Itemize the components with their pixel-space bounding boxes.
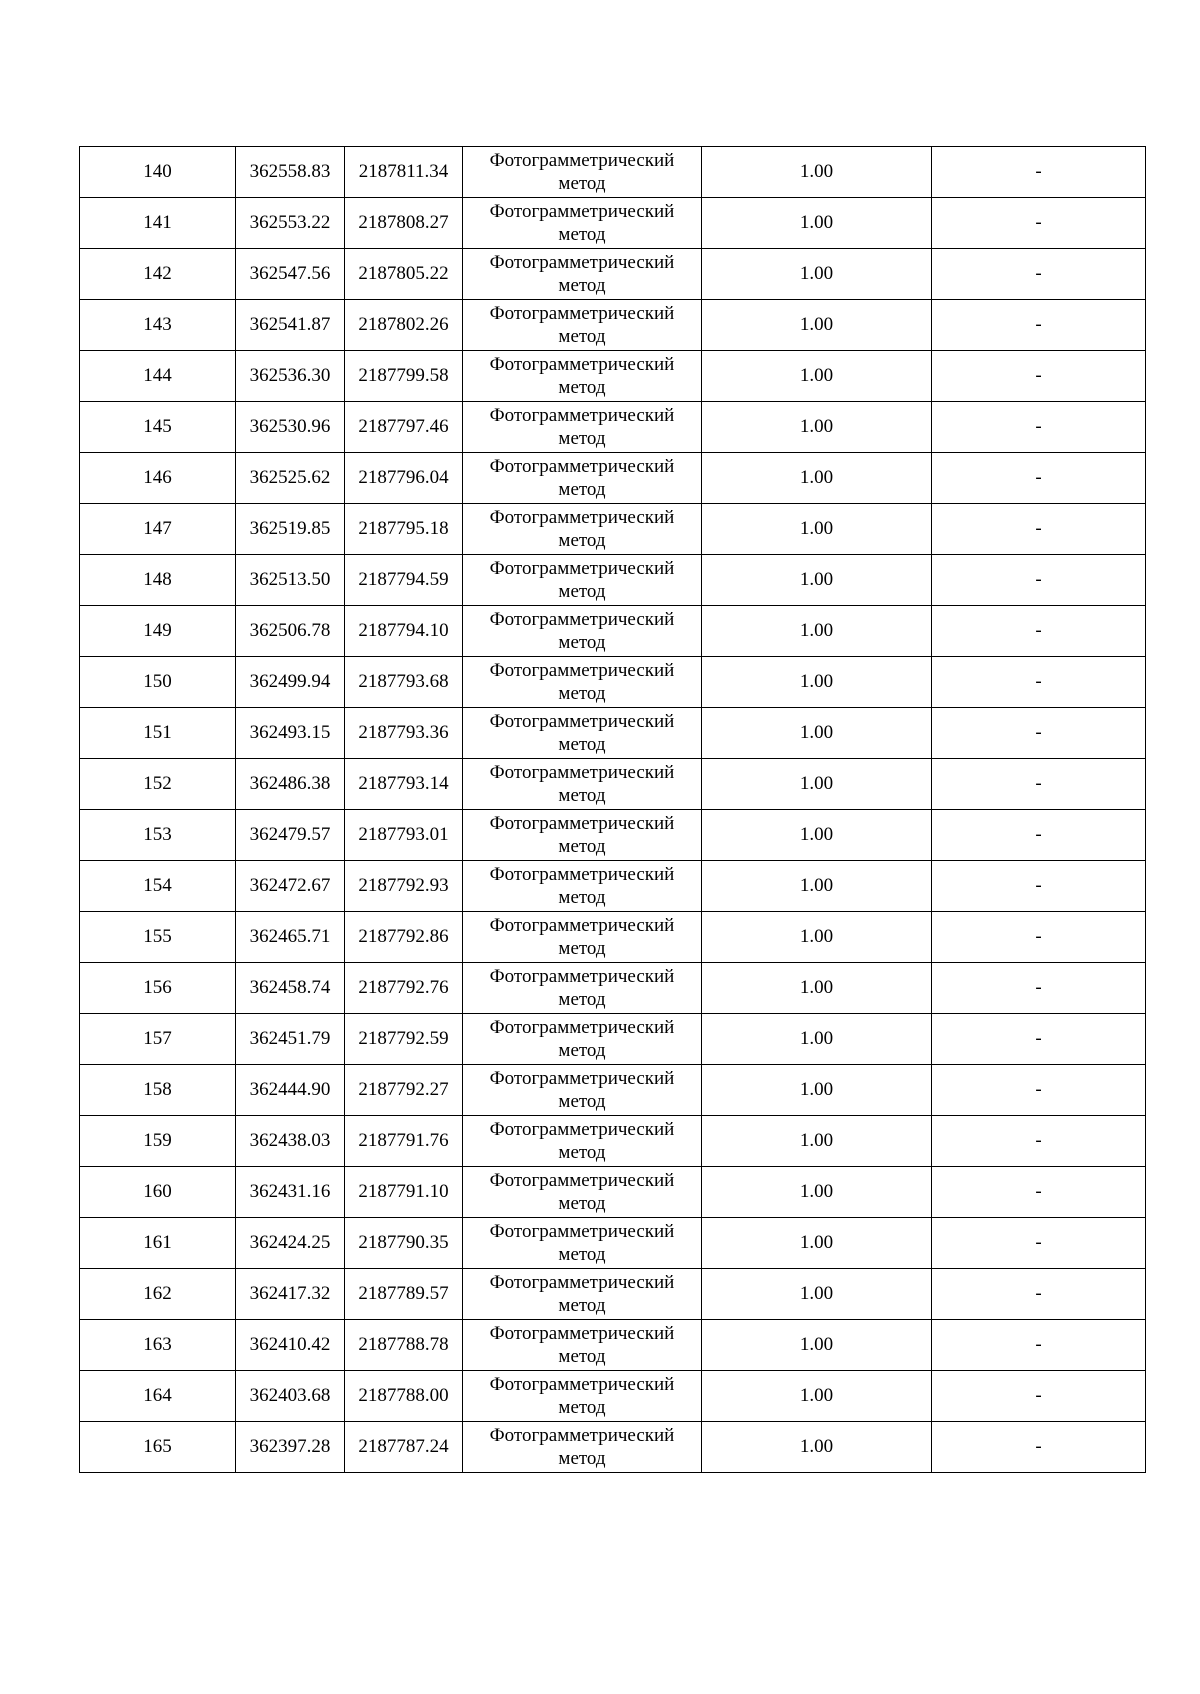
- accuracy-cell: 1.00: [702, 402, 932, 453]
- method-line-1: Фотограмметрический: [489, 813, 675, 834]
- accuracy-cell: 1.00: [702, 1218, 932, 1269]
- point-number-cell: 144: [80, 351, 236, 402]
- note-cell: -: [932, 300, 1146, 351]
- table-row: [80, 300, 1146, 351]
- y-coordinate-cell: 2187795.18: [345, 504, 463, 555]
- method-line-1: Фотограмметрический: [489, 1425, 675, 1446]
- method-line-1: Фотограмметрический: [489, 1119, 675, 1140]
- note-cell: -: [932, 657, 1146, 708]
- accuracy-cell: 1.00: [702, 198, 932, 249]
- accuracy-cell: 1.00: [702, 453, 932, 504]
- method-line-2: метод: [558, 836, 606, 857]
- x-coordinate-cell: 362472.67: [236, 861, 345, 912]
- method-line-1: Фотограмметрический: [489, 1272, 675, 1293]
- accuracy-cell: 1.00: [702, 1320, 932, 1371]
- method-line-2: метод: [558, 989, 606, 1010]
- point-number-cell: 140: [80, 147, 236, 198]
- method-cell: [463, 1167, 702, 1218]
- note-cell: -: [932, 555, 1146, 606]
- accuracy-cell: 1.00: [702, 147, 932, 198]
- note-cell: -: [932, 1269, 1146, 1320]
- x-coordinate-cell: 362486.38: [236, 759, 345, 810]
- accuracy-cell: 1.00: [702, 1116, 932, 1167]
- point-number-cell: 148: [80, 555, 236, 606]
- method-line-1: Фотограмметрический: [489, 915, 675, 936]
- point-number-cell: 163: [80, 1320, 236, 1371]
- method-cell: [463, 504, 702, 555]
- accuracy-cell: 1.00: [702, 1269, 932, 1320]
- method-cell: [463, 606, 702, 657]
- method-line-1: Фотограмметрический: [489, 609, 675, 630]
- point-number-cell: 165: [80, 1422, 236, 1473]
- y-coordinate-cell: 2187792.27: [345, 1065, 463, 1116]
- method-line-1: Фотограмметрический: [489, 660, 675, 681]
- method-line-2: метод: [558, 1295, 606, 1316]
- x-coordinate-cell: 362547.56: [236, 249, 345, 300]
- method-line-2: метод: [558, 1091, 606, 1112]
- method-cell: [463, 759, 702, 810]
- method-line-1: Фотограмметрический: [489, 1017, 675, 1038]
- method-cell: [463, 1320, 702, 1371]
- method-line-2: метод: [558, 1244, 606, 1265]
- method-line-1: Фотограмметрический: [489, 558, 675, 579]
- y-coordinate-cell: 2187799.58: [345, 351, 463, 402]
- method-line-2: метод: [558, 224, 606, 245]
- point-number-cell: 149: [80, 606, 236, 657]
- method-line-1: Фотограмметрический: [489, 303, 675, 324]
- x-coordinate-cell: 362513.50: [236, 555, 345, 606]
- accuracy-cell: 1.00: [702, 912, 932, 963]
- note-cell: -: [932, 504, 1146, 555]
- point-number-cell: 146: [80, 453, 236, 504]
- method-cell: [463, 657, 702, 708]
- accuracy-cell: 1.00: [702, 504, 932, 555]
- table-row: [80, 1065, 1146, 1116]
- point-number-cell: 147: [80, 504, 236, 555]
- method-line-1: Фотограмметрический: [489, 201, 675, 222]
- point-number-cell: 153: [80, 810, 236, 861]
- method-line-1: Фотограмметрический: [489, 354, 675, 375]
- method-line-1: Фотограмметрический: [489, 507, 675, 528]
- table-row: [80, 810, 1146, 861]
- method-cell: [463, 147, 702, 198]
- method-line-2: метод: [558, 1193, 606, 1214]
- table-row: [80, 861, 1146, 912]
- x-coordinate-cell: 362506.78: [236, 606, 345, 657]
- table-row: [80, 351, 1146, 402]
- x-coordinate-cell: 362553.22: [236, 198, 345, 249]
- table-row: [80, 1167, 1146, 1218]
- table-row: [80, 402, 1146, 453]
- accuracy-cell: 1.00: [702, 963, 932, 1014]
- method-line-2: метод: [558, 1346, 606, 1367]
- x-coordinate-cell: 362519.85: [236, 504, 345, 555]
- y-coordinate-cell: 2187793.68: [345, 657, 463, 708]
- accuracy-cell: 1.00: [702, 300, 932, 351]
- y-coordinate-cell: 2187793.36: [345, 708, 463, 759]
- method-cell: [463, 555, 702, 606]
- table-row: [80, 249, 1146, 300]
- method-line-1: Фотограмметрический: [489, 1374, 675, 1395]
- x-coordinate-cell: 362541.87: [236, 300, 345, 351]
- point-number-cell: 162: [80, 1269, 236, 1320]
- method-cell: [463, 708, 702, 759]
- method-cell: [463, 1116, 702, 1167]
- y-coordinate-cell: 2187792.86: [345, 912, 463, 963]
- method-line-1: Фотограмметрический: [489, 1221, 675, 1242]
- y-coordinate-cell: 2187797.46: [345, 402, 463, 453]
- point-number-cell: 154: [80, 861, 236, 912]
- point-number-cell: 159: [80, 1116, 236, 1167]
- table-row: [80, 453, 1146, 504]
- method-cell: [463, 351, 702, 402]
- y-coordinate-cell: 2187808.27: [345, 198, 463, 249]
- accuracy-cell: 1.00: [702, 1422, 932, 1473]
- table-row: [80, 504, 1146, 555]
- x-coordinate-cell: 362397.28: [236, 1422, 345, 1473]
- x-coordinate-cell: 362438.03: [236, 1116, 345, 1167]
- note-cell: -: [932, 861, 1146, 912]
- accuracy-cell: 1.00: [702, 1167, 932, 1218]
- table-row: [80, 555, 1146, 606]
- y-coordinate-cell: 2187794.59: [345, 555, 463, 606]
- table-row: [80, 708, 1146, 759]
- accuracy-cell: 1.00: [702, 861, 932, 912]
- note-cell: -: [932, 1167, 1146, 1218]
- x-coordinate-cell: 362424.25: [236, 1218, 345, 1269]
- x-coordinate-cell: 362499.94: [236, 657, 345, 708]
- table-row: [80, 657, 1146, 708]
- note-cell: -: [932, 1218, 1146, 1269]
- accuracy-cell: 1.00: [702, 657, 932, 708]
- method-line-2: метод: [558, 173, 606, 194]
- y-coordinate-cell: 2187789.57: [345, 1269, 463, 1320]
- method-line-2: метод: [558, 1142, 606, 1163]
- accuracy-cell: 1.00: [702, 759, 932, 810]
- x-coordinate-cell: 362493.15: [236, 708, 345, 759]
- method-cell: [463, 810, 702, 861]
- method-line-2: метод: [558, 326, 606, 347]
- method-line-1: Фотограмметрический: [489, 1068, 675, 1089]
- method-cell: [463, 1371, 702, 1422]
- method-line-1: Фотограмметрический: [489, 864, 675, 885]
- note-cell: -: [932, 1116, 1146, 1167]
- method-line-1: Фотограмметрический: [489, 252, 675, 273]
- x-coordinate-cell: 362431.16: [236, 1167, 345, 1218]
- note-cell: -: [932, 810, 1146, 861]
- y-coordinate-cell: 2187802.26: [345, 300, 463, 351]
- method-line-1: Фотограмметрический: [489, 711, 675, 732]
- method-cell: [463, 198, 702, 249]
- coordinates-table: [79, 146, 1146, 1473]
- x-coordinate-cell: 362530.96: [236, 402, 345, 453]
- method-line-2: метод: [558, 1448, 606, 1469]
- method-line-2: метод: [558, 734, 606, 755]
- method-line-2: метод: [558, 581, 606, 602]
- accuracy-cell: 1.00: [702, 810, 932, 861]
- y-coordinate-cell: 2187793.14: [345, 759, 463, 810]
- y-coordinate-cell: 2187792.93: [345, 861, 463, 912]
- note-cell: -: [932, 1065, 1146, 1116]
- method-line-1: Фотограмметрический: [489, 1170, 675, 1191]
- y-coordinate-cell: 2187811.34: [345, 147, 463, 198]
- table-row: [80, 1269, 1146, 1320]
- y-coordinate-cell: 2187793.01: [345, 810, 463, 861]
- accuracy-cell: 1.00: [702, 1014, 932, 1065]
- method-cell: [463, 963, 702, 1014]
- x-coordinate-cell: 362451.79: [236, 1014, 345, 1065]
- point-number-cell: 151: [80, 708, 236, 759]
- point-number-cell: 160: [80, 1167, 236, 1218]
- x-coordinate-cell: 362458.74: [236, 963, 345, 1014]
- x-coordinate-cell: 362536.30: [236, 351, 345, 402]
- note-cell: -: [932, 402, 1146, 453]
- method-line-2: метод: [558, 632, 606, 653]
- y-coordinate-cell: 2187796.04: [345, 453, 463, 504]
- y-coordinate-cell: 2187790.35: [345, 1218, 463, 1269]
- table-row: [80, 1320, 1146, 1371]
- method-line-2: метод: [558, 377, 606, 398]
- y-coordinate-cell: 2187788.78: [345, 1320, 463, 1371]
- method-line-2: метод: [558, 938, 606, 959]
- method-line-2: метод: [558, 785, 606, 806]
- method-cell: [463, 249, 702, 300]
- method-line-1: Фотограмметрический: [489, 762, 675, 783]
- y-coordinate-cell: 2187791.10: [345, 1167, 463, 1218]
- method-line-2: метод: [558, 683, 606, 704]
- table-body: [80, 147, 1146, 1473]
- x-coordinate-cell: 362558.83: [236, 147, 345, 198]
- method-line-2: метод: [558, 1040, 606, 1061]
- x-coordinate-cell: 362444.90: [236, 1065, 345, 1116]
- x-coordinate-cell: 362403.68: [236, 1371, 345, 1422]
- method-cell: [463, 1218, 702, 1269]
- accuracy-cell: 1.00: [702, 606, 932, 657]
- table-row: [80, 147, 1146, 198]
- note-cell: -: [932, 198, 1146, 249]
- table-row: [80, 963, 1146, 1014]
- note-cell: -: [932, 912, 1146, 963]
- note-cell: -: [932, 453, 1146, 504]
- point-number-cell: 156: [80, 963, 236, 1014]
- point-number-cell: 158: [80, 1065, 236, 1116]
- note-cell: -: [932, 1422, 1146, 1473]
- method-cell: [463, 300, 702, 351]
- point-number-cell: 152: [80, 759, 236, 810]
- y-coordinate-cell: 2187794.10: [345, 606, 463, 657]
- note-cell: -: [932, 963, 1146, 1014]
- table-row: [80, 759, 1146, 810]
- point-number-cell: 161: [80, 1218, 236, 1269]
- y-coordinate-cell: 2187805.22: [345, 249, 463, 300]
- table-row: [80, 1218, 1146, 1269]
- accuracy-cell: 1.00: [702, 1371, 932, 1422]
- point-number-cell: 145: [80, 402, 236, 453]
- table-row: [80, 1116, 1146, 1167]
- table-row: [80, 1014, 1146, 1065]
- method-line-1: Фотограмметрический: [489, 405, 675, 426]
- method-cell: [463, 453, 702, 504]
- method-cell: [463, 1065, 702, 1116]
- note-cell: -: [932, 708, 1146, 759]
- method-cell: [463, 861, 702, 912]
- y-coordinate-cell: 2187792.76: [345, 963, 463, 1014]
- method-cell: [463, 912, 702, 963]
- x-coordinate-cell: 362410.42: [236, 1320, 345, 1371]
- note-cell: -: [932, 759, 1146, 810]
- note-cell: -: [932, 1371, 1146, 1422]
- note-cell: -: [932, 1320, 1146, 1371]
- y-coordinate-cell: 2187792.59: [345, 1014, 463, 1065]
- point-number-cell: 164: [80, 1371, 236, 1422]
- point-number-cell: 155: [80, 912, 236, 963]
- method-cell: [463, 402, 702, 453]
- x-coordinate-cell: 362417.32: [236, 1269, 345, 1320]
- method-line-2: метод: [558, 275, 606, 296]
- method-line-1: Фотограмметрический: [489, 456, 675, 477]
- accuracy-cell: 1.00: [702, 249, 932, 300]
- y-coordinate-cell: 2187787.24: [345, 1422, 463, 1473]
- accuracy-cell: 1.00: [702, 708, 932, 759]
- note-cell: -: [932, 351, 1146, 402]
- note-cell: -: [932, 606, 1146, 657]
- method-line-1: Фотограмметрический: [489, 966, 675, 987]
- method-line-2: метод: [558, 479, 606, 500]
- method-cell: [463, 1014, 702, 1065]
- point-number-cell: 141: [80, 198, 236, 249]
- point-number-cell: 143: [80, 300, 236, 351]
- method-line-1: Фотограмметрический: [489, 150, 675, 171]
- accuracy-cell: 1.00: [702, 1065, 932, 1116]
- point-number-cell: 157: [80, 1014, 236, 1065]
- method-line-1: Фотограмметрический: [489, 1323, 675, 1344]
- method-cell: [463, 1422, 702, 1473]
- method-line-2: метод: [558, 530, 606, 551]
- table-row: [80, 1422, 1146, 1473]
- point-number-cell: 150: [80, 657, 236, 708]
- table-row: [80, 912, 1146, 963]
- table-row: [80, 606, 1146, 657]
- method-cell: [463, 1269, 702, 1320]
- x-coordinate-cell: 362525.62: [236, 453, 345, 504]
- y-coordinate-cell: 2187788.00: [345, 1371, 463, 1422]
- method-line-2: метод: [558, 887, 606, 908]
- y-coordinate-cell: 2187791.76: [345, 1116, 463, 1167]
- x-coordinate-cell: 362479.57: [236, 810, 345, 861]
- note-cell: -: [932, 1014, 1146, 1065]
- note-cell: -: [932, 147, 1146, 198]
- note-cell: -: [932, 249, 1146, 300]
- method-line-2: метод: [558, 428, 606, 449]
- table-row: [80, 1371, 1146, 1422]
- accuracy-cell: 1.00: [702, 555, 932, 606]
- point-number-cell: 142: [80, 249, 236, 300]
- table-row: [80, 198, 1146, 249]
- method-line-2: метод: [558, 1397, 606, 1418]
- x-coordinate-cell: 362465.71: [236, 912, 345, 963]
- accuracy-cell: 1.00: [702, 351, 932, 402]
